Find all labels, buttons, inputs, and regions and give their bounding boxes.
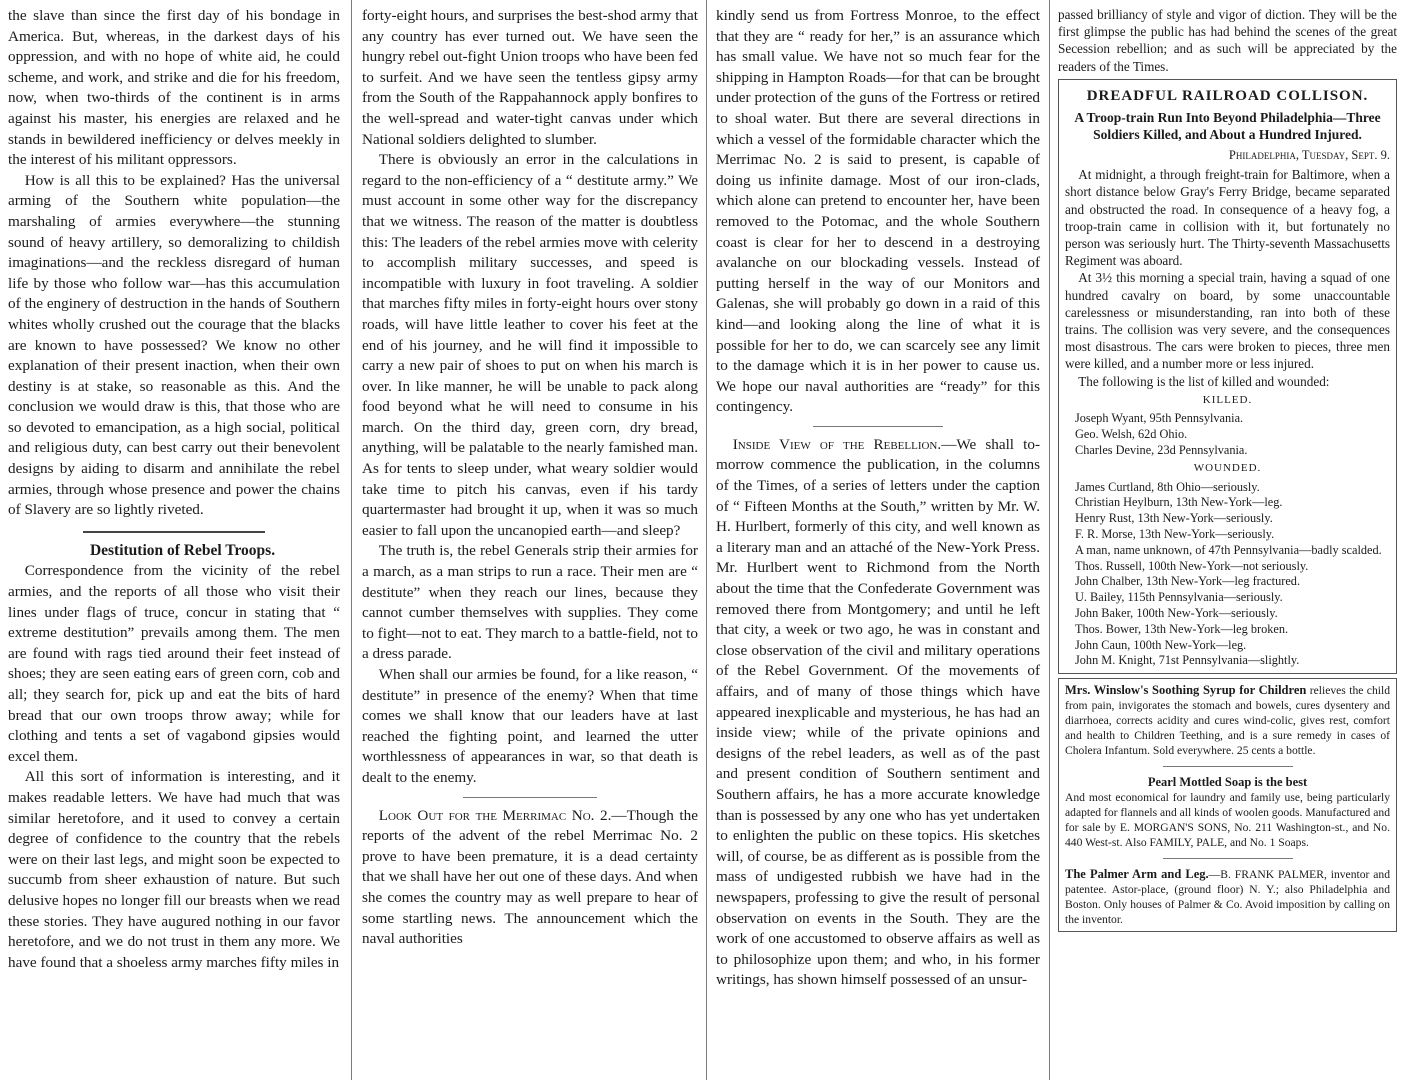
ad-divider bbox=[1163, 766, 1293, 767]
article-paragraph: forty-eight hours, and surprises the best-shod army that any country has ever turned out. We have seen the hungry rebel out-fight Union troops who have been fed to surfeit. And we have seen the tentless gipsy army from the South of the Rappahannock apply bonfires to the well-spread and water-tight canvas under which National soldiers delighted to slumber. bbox=[362, 7, 698, 148]
list-item: Christian Heylburn, 13th New-York—leg. bbox=[1075, 495, 1283, 510]
list-item: Geo. Welsh, 62d Ohio. bbox=[1075, 426, 1188, 441]
article-heading-destitution: Destitution of Rebel Troops. bbox=[89, 541, 276, 559]
article-paragraph: There is obviously an error in the calculations in regard to the non-efficiency of a “ destitute army.” We must account in some other way for the discrepancy that we witness. The reason of the matter is doubtless this: The leaders of the rebel armies move with celerity to accomplish military successes, and speed is incompatible with luxury in foot traveling. A soldier that marches fifty miles in forty-eight hours over stony roads, will have little leather to cover his feet at the end of his journey, and he will find it impossible to carry a new pair of shoes to put on when his march is over. In like manner, he will be unable to pack along food beyond what he will need to consume in his march. On the third day, green corn, dry bread, anything, will be palatable to the nearly famished man. As for tents to sleep under, what weary soldier would take time to pitch his canvas, even if his tardy quartermaster had brought it up, when it was so much easier to fall upon the uncanopied earth—and sleep? bbox=[362, 151, 698, 539]
ad-title: The Palmer Arm and Leg. bbox=[1065, 867, 1209, 882]
ad-title: Mrs. Winslow's Soothing Syrup for Children bbox=[1065, 683, 1307, 698]
list-item: John M. Knight, 71st Pennsylvania—slightly. bbox=[1075, 653, 1300, 668]
article-paragraph: How is all this to be explained? Has the universal arming of the Southern white population—the marshaling of armies everywhere—the stunning sound of heavy artillery, so demoralizing to childish imaginations—and the reckless disregard of human life by those who follow war—has this accumulation of the enginery of destruction in the hands of Southern whites wholly crushed out the courage that the blacks are known to have possessed? We know no other explanation of their present inaction, when their own destiny is at stake, so reasonable as this. And the conclusion we would draw is this, that those who are so devoted to emancipation, as a high social, political and religious duty, can best carry out their benevolent designs by aiding to disarm and annihilate the rebel armies, through whose presence and power the chains of Slavery are so lightly riveted. bbox=[8, 171, 340, 519]
column-2 bbox=[354, 0, 706, 1080]
article-merrimac bbox=[362, 806, 698, 950]
section-divider bbox=[463, 797, 597, 798]
list-item: Thos. Russell, 100th New-York—not seriously. bbox=[1075, 558, 1309, 573]
ad-soothing-syrup bbox=[1065, 683, 1390, 758]
advertisements bbox=[1058, 678, 1397, 932]
article-lead-merrimac: Look Out for the Merrimac No. 2. bbox=[378, 806, 612, 824]
ad-divider bbox=[1163, 858, 1293, 859]
dateline: Philadelphia, Tuesday, Sept. 9. bbox=[1228, 148, 1390, 163]
list-item: James Curtland, 8th Ohio—seriously. bbox=[1075, 479, 1260, 494]
wounded-label: WOUNDED. bbox=[1193, 462, 1262, 475]
ad-body: relieves the child from pain, invigorates the stomach and bowels, cures dysentery and diarrhoea, corrects acidity and cures wind-colic, gives rest, comfort and health to Children Teething, and is a sure remedy in cases of Cholera Infantum. Sold everywhere. 25 cents a bottle. bbox=[1065, 684, 1390, 758]
article-paragraph: The truth is, the rebel Generals strip their armies for a march, as a man strips to run a race. Their men are “ destitute” when they reach our lines, because they cannot cumber themselves with supplies. They come to fight—not to eat. They march to a battle-field, not to a dress parade. bbox=[362, 542, 698, 663]
column-rule bbox=[706, 0, 707, 1080]
list-item: John Caun, 100th New-York—leg. bbox=[1075, 637, 1247, 652]
list-item: U. Bailey, 115th Pennsylvania—seriously. bbox=[1075, 590, 1283, 605]
column-1 bbox=[0, 0, 348, 1080]
section-divider bbox=[83, 531, 266, 533]
list-item: Henry Rust, 13th New-York—seriously. bbox=[1075, 511, 1273, 526]
article-paragraph: the slave than since the first day of his bondage in America. But, whereas, in the darkest days of his oppression, and with no hope of white aid, he could scheme, and work, and strike and die for his freedom, now, when two-thirds of the continent is in arms against his master, his energies are relaxed and he stands in bewildered inefficiency or delves meekly in the interest of his militant oppressors. bbox=[8, 7, 340, 169]
article-paragraph: All this sort of information is interesting, and it makes readable letters. We have had much that was similar heretofore, and it used to convey a certain degree of confidence to the country that the rebels were on their last legs, and might soon be expected to succumb from sheer exhaustion of nature. But such delusive hopes no longer fill our breasts when we read these stories. They have augured nothing in our favor heretofore, and we do not trust in them any more. We have found that a shoeless army marches fifty miles in bbox=[8, 768, 340, 971]
list-item: Charles Devine, 23d Pennsylvania. bbox=[1075, 442, 1248, 457]
article-paragraph: passed brilliancy of style and vigor of diction. They will be the first glimpse the public has had behind the scenes of the great Secession rebellion; and as such will be appreciated by the readers of the Times. bbox=[1058, 7, 1397, 74]
wounded-list bbox=[1065, 480, 1390, 670]
list-item: Thos. Bower, 13th New-York—leg broken. bbox=[1075, 621, 1289, 636]
ad-title: Pearl Mottled Soap is the best bbox=[1147, 775, 1308, 790]
article-paragraph: Correspondence from the vicinity of the rebel armies, and the reports of all those who visit their lines under flags of truce, concur in stating that “ extreme destitution” prevails among them. The men are found with rags tied around their feet instead of shoes; they are seen eating ears of green corn, cob and all; they search for, pick up and eat the bits of hard bread that our own troops throw away; while for clothing and tents a set of vagabond gipsies would excel them. bbox=[8, 562, 340, 765]
ad-body: And most economical for laundry and family use, being particularly adapted for flannels and all kinds of woolen goods. Manufactured and for sale by E. MORGAN'S SONS, No. 211 Washington-st., and No. 440 West-st. Also FAMILY, PALE, and No. 1 Soaps. bbox=[1065, 791, 1390, 850]
article-subheading: A Troop-train Run Into Beyond Philadelphia—Three Soldiers Killed, and About a Hundred Injured. bbox=[1074, 110, 1381, 143]
ad-pearl-soap bbox=[1065, 775, 1390, 850]
column-rule bbox=[351, 0, 352, 1080]
list-item: F. R. Morse, 13th New-York—seriously. bbox=[1075, 527, 1275, 542]
list-item: John Baker, 100th New-York—seriously. bbox=[1075, 606, 1278, 621]
article-text: —We shall to-morrow commence the publication, in the columns of the Times, of a series of letters under the caption of “ Fifteen Months at the South,” written by Mr. W. H. Hurlbert, formerly of this city, and well known as a literary man and an attaché of the New-York Press. Mr. Hurlbert went to Richmond from the North about the time that the Confederate Government was removed there from Montgomery; and until he left that city, a week or two ago, he was in constant and close observation of the civil and military operations of the Rebel Government. Of the movements of affairs, and of many of those things which have appeared inexplicable and mysterious, he has had an inside view; while of the private opinions and designs of the rebel leaders, as well as of the past and present condition of Southern sentiment and Southern affairs, he has a more accurate knowledge than is possessed by any one who has yet undertaken to enlighten the public on these topics. His sketches will, of course, be as different as is possible from the mass of undigested rubbish we have had in the newspapers, professing to give the result of personal observation on events in the South. They are the work of one accustomed to observe affairs as well as to philosophize upon them; and who, in his former writings, has shown himself possessed of an unsur- bbox=[716, 435, 1040, 989]
list-item: John Chalber, 13th New-York—leg fractured. bbox=[1075, 574, 1301, 589]
killed-list bbox=[1065, 411, 1390, 458]
article-paragraph: When shall our armies be found, for a like reason, “ destitute” in presence of the enemy? When that time comes we shall know that our leaders have at last reached the fighting point, and learned the utter worthlessness of appearances in war, so that death is dealt to the enemy. bbox=[362, 666, 698, 786]
article-paragraph: At midnight, a through freight-train for Baltimore, when a short distance below Gray's Ferry Bridge, became separated and obstructed the road. In consequence of a heavy fog, a troop-train came in collision with it, but fortunately no person was seriously hurt. The Thirty-seventh Massachusetts Regiment was aboard. bbox=[1065, 167, 1390, 269]
section-divider bbox=[813, 426, 943, 427]
article-paragraph: At 3½ this morning a special train, having a squad of one hundred cavalry on board, by some unaccountable carelessness or misunderstanding, ran into both of these trains. The collision was very severe, and the consequences most disastrous. The cars were broken to pieces, three men were killed, and a number more or less injured. bbox=[1065, 270, 1390, 372]
article-paragraph: kindly send us from Fortress Monroe, to the effect that they are “ ready for her,” is an assurance which has small value. We have not so much fear for the shipping in Hampton Roads—for that can be brought under protection of the guns of the Fortress or retired to shoal water. But there are several directions in which a vessel of the formidable character which the Merrimac No. 2 is said to present, is capable of doing us infinite damage. Most of our iron-clads, which alone can pretend to encounter her, have been removed to the Potomac, and the whole Southern coast is clear for her to descend in a destroying avalanche on our blockading vessels. Instead of putting herself in the way of our Monitors and Galenas, she will probably go down in a raid of this kind—and looking along the line of what it is possible for her to do, we can scarcely see any limit to the damage which it is in her power to cause us. We hope our naval authorities are “ready” for this contingency. bbox=[716, 7, 1040, 416]
ad-palmer-arm bbox=[1065, 867, 1390, 927]
railroad-article bbox=[1058, 79, 1397, 674]
article-paragraph: The following is the list of killed and wounded: bbox=[1078, 373, 1330, 389]
list-item: A man, name unknown, of 47th Pennsylvania—badly scalded. bbox=[1075, 542, 1382, 557]
column-4 bbox=[1050, 0, 1405, 1080]
article-inside-view bbox=[716, 435, 1040, 991]
list-item: Joseph Wyant, 95th Pennsylvania. bbox=[1075, 411, 1244, 426]
article-lead-inside-view: Inside View of the Rebellion. bbox=[732, 435, 942, 453]
column-3 bbox=[708, 0, 1048, 1080]
killed-label: KILLED. bbox=[1202, 393, 1253, 406]
article-text: —Though the reports of the advent of the rebel Merrimac No. 2 prove to have been premature, it is a dead certainty that we shall have her out one of these days. And when she comes the country may as well prepare to hear of some startling news. The announcement which the naval authorities bbox=[362, 806, 698, 948]
ad-body: —B. FRANK PALMER, inventor and patentee. Astor-place, (ground floor) N. Y.; also Philadelphia and Boston. Only houses of Palmer & Co. Avoid imposition by calling on the inventor. bbox=[1065, 868, 1390, 927]
article-heading-railroad: DREADFUL RAILROAD COLLISON. bbox=[1086, 87, 1369, 104]
